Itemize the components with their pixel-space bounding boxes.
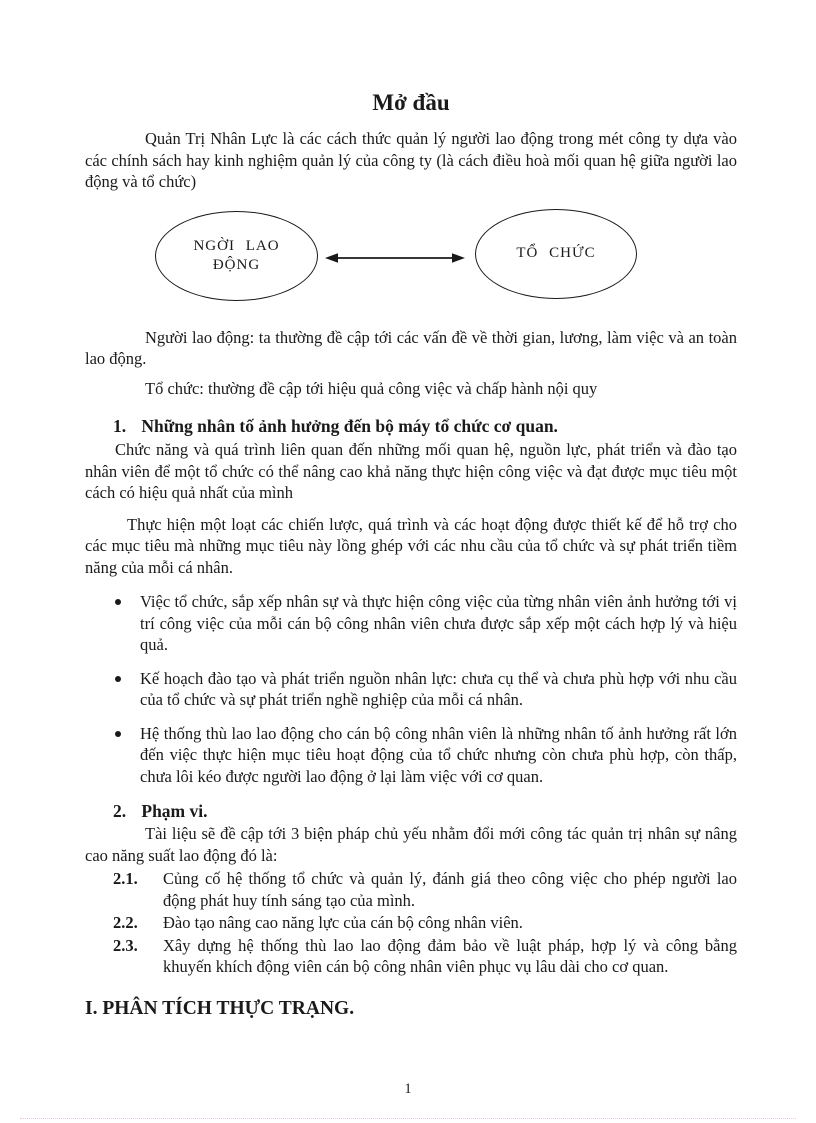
bullet-icon [115, 731, 121, 737]
worker-ellipse [155, 211, 318, 301]
subitem-number: 2.1. [113, 869, 138, 888]
bullet-item-text: Kế hoạch đào tạo và phát triển nguồn nhân lực: chưa cụ thể và chưa phù hợp với nhu cầu của tổ chức và sự phát triển nghề nghiệp của mỗi cá nhân. [140, 668, 737, 709]
section-1-number: 1. [113, 416, 127, 436]
subitem-number: 2.3. [113, 935, 138, 955]
bullet-item [85, 591, 737, 656]
worker-organization-diagram [85, 205, 737, 313]
worker-ellipse-label: NGỜI LAO ĐỘNG [193, 237, 280, 273]
subitem-text: Xây dựng hệ thống thù lao lao động đảm bảo về luật pháp, hợp lý và công bằng khuyến khích động viên cán bộ công nhân viên phục vụ lâu dài cho cơ quan. [163, 935, 737, 976]
section-1-heading-text: Những nhân tố ảnh hưởng đến bộ máy tổ chức cơ quan. [141, 416, 558, 436]
bullet-item [85, 723, 737, 788]
section-1-bullet-list [85, 591, 737, 787]
intro-paragraph-2: Người lao động: ta thường đề cập tới các vấn đề về thời gian, lương, làm việc và an toàn lao động. [85, 327, 737, 368]
intro-paragraph-1: Quản Trị Nhân Lực là các cách thức quản lý người lao động trong mét công ty dựa vào các chính sách hay kinh nghiệm quản lý của công ty (là cách điều hoà mối quan hệ giữa người lao động và tổ chức) [85, 129, 737, 191]
double-arrow-icon [325, 249, 465, 263]
organization-ellipse [475, 209, 637, 299]
subitem [85, 912, 737, 934]
bullet-item-text: Việc tổ chức, sắp xếp nhân sự và thực hiện công việc của từng nhân viên ảnh hưởng tới vị trí công việc của mỗi cán bộ công nhân viên chưa được sắp xếp một cách hợp lý và hiệu quả. [140, 592, 737, 654]
section-1-paragraph-2: Thực hiện một loạt các chiến lược, quá trình và các hoạt động được thiết kế để hỗ trợ cho các mục tiêu mà những mục tiêu này lồng ghép với các nhu cầu của tổ chức và sự phát triển tiềm năng của mỗi cá nhân. [85, 514, 737, 577]
subitem-text: Đào tạo nâng cao năng lực của cán bộ công nhân viên. [163, 913, 523, 932]
section-1-paragraph-1: Chức năng và quá trình liên quan đến những mối quan hệ, nguồn lực, phát triển và đào tạo nhân viên để một tổ chức có thể nâng cao khả năng thực hiện công việc và đạt được mục tiêu một cách có hiệu quả nhất của mình [85, 440, 737, 502]
subitem [85, 868, 737, 911]
page-bottom-edge-line [20, 1118, 796, 1119]
subitem-text: Củng cố hệ thống tổ chức và quản lý, đánh giá theo công việc cho phép người lao động phát huy tính sáng tạo của mình. [163, 869, 737, 910]
subitem [85, 935, 737, 978]
section-2-paragraph-1: Tài liệu sẽ đề cập tới 3 biện pháp chủ yếu nhằm đổi mới công tác quản trị nhân sự nâng cao năng suất lao động đó là: [85, 824, 737, 865]
section-2-number: 2. [113, 801, 127, 821]
bullet-item [85, 668, 737, 711]
organization-ellipse-label: TỔ CHỨC [516, 245, 596, 261]
section-1-heading [85, 415, 737, 438]
subitem-number: 2.2. [113, 913, 138, 932]
bullet-item-text: Hệ thống thù lao lao động cho cán bộ công nhân viên là những nhân tố ảnh hưởng rất lớn đến việc thực hiện mục tiêu hoạt động của tổ chức nhưng còn chưa phù hợp, còn thấp, chưa lôi kéo được người lao động ở lại làm việc với cơ quan. [140, 723, 737, 786]
document-title: Mở đầu [372, 90, 450, 115]
bullet-icon [115, 599, 121, 605]
page-number: 1 [404, 1081, 412, 1097]
intro-paragraph-3: Tổ chức: thường đề cập tới hiệu quả công việc và chấp hành nội quy [145, 378, 598, 398]
section-2-heading [85, 800, 737, 823]
document-content [85, 88, 737, 1022]
section-I-heading: I. PHÂN TÍCH THỰC TRẠNG. [85, 997, 355, 1019]
section-2-subitem-list [85, 868, 737, 978]
section-2-heading-text: Phạm vi. [141, 801, 208, 821]
bullet-icon [115, 676, 121, 682]
